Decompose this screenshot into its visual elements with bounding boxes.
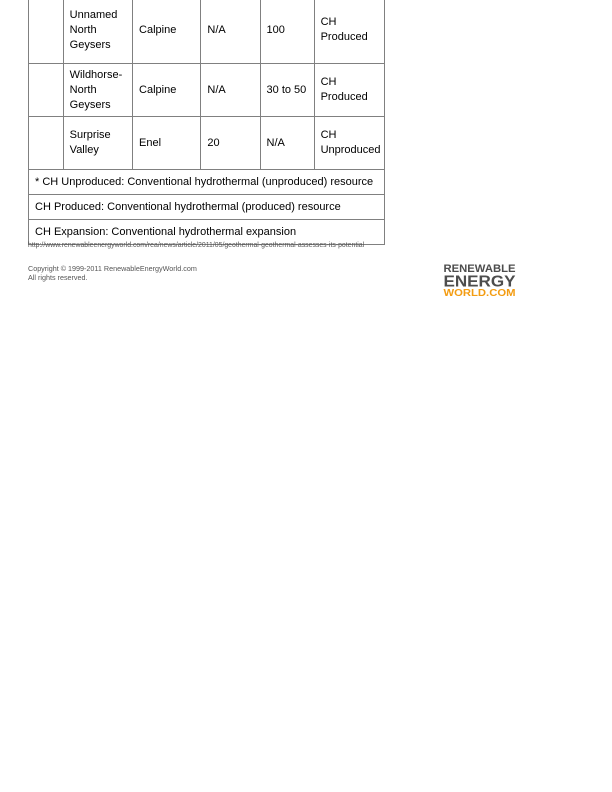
- table-row: [29, 117, 385, 170]
- table-cell-empty: [29, 64, 64, 117]
- value-cell: N/A: [201, 64, 260, 117]
- geothermal-projects-table: [28, 0, 385, 245]
- value-cell: 100: [260, 0, 314, 64]
- logo-line-energy: ENERGY: [443, 273, 516, 291]
- resource-type-cell: CH Produced: [314, 64, 384, 117]
- project-name-cell: Wildhorse-North Geysers: [63, 64, 132, 117]
- renewable-energy-world-logo: [443, 262, 517, 298]
- table-cell-empty: [29, 117, 64, 170]
- value-cell: N/A: [260, 117, 314, 170]
- article-url: http://www.renewableenergyworld.com/rea/news/article/2011/05/geothermal-geothermal-assesses-its-potential: [28, 242, 365, 249]
- logo-line-renewable: RENEWABLE: [443, 263, 516, 275]
- developer-cell: Enel: [133, 117, 201, 170]
- copyright-line: Copyright © 1999-2011 RenewableEnergyWorld.com: [28, 264, 197, 273]
- copyright-notice: [28, 265, 197, 282]
- table-note: CH Expansion: Conventional hydrothermal expansion: [29, 220, 385, 245]
- table-note: * CH Unproduced: Conventional hydrothermal (unproduced) resource: [29, 170, 385, 195]
- table-note-row: [29, 195, 385, 220]
- logo-line-world: WORLD.COM: [443, 288, 516, 298]
- developer-cell: Calpine: [133, 64, 201, 117]
- value-cell: 30 to 50: [260, 64, 314, 117]
- rights-line: All rights reserved.: [28, 272, 88, 282]
- table-note-row: [29, 220, 385, 245]
- table-row: [29, 64, 385, 117]
- project-name-cell: Unnamed North Geysers: [63, 0, 132, 64]
- value-cell: N/A: [201, 0, 260, 64]
- table-cell-empty: [29, 0, 64, 64]
- table-note: CH Produced: Conventional hydrothermal (produced) resource: [29, 195, 385, 220]
- table-row: [29, 0, 385, 64]
- value-cell: 20: [201, 117, 260, 170]
- developer-cell: Calpine: [133, 0, 201, 64]
- table-note-row: [29, 170, 385, 195]
- resource-type-cell: CH Produced: [314, 0, 384, 64]
- project-name-cell: Surprise Valley: [63, 117, 132, 170]
- resource-type-cell: CH Unproduced: [314, 117, 384, 170]
